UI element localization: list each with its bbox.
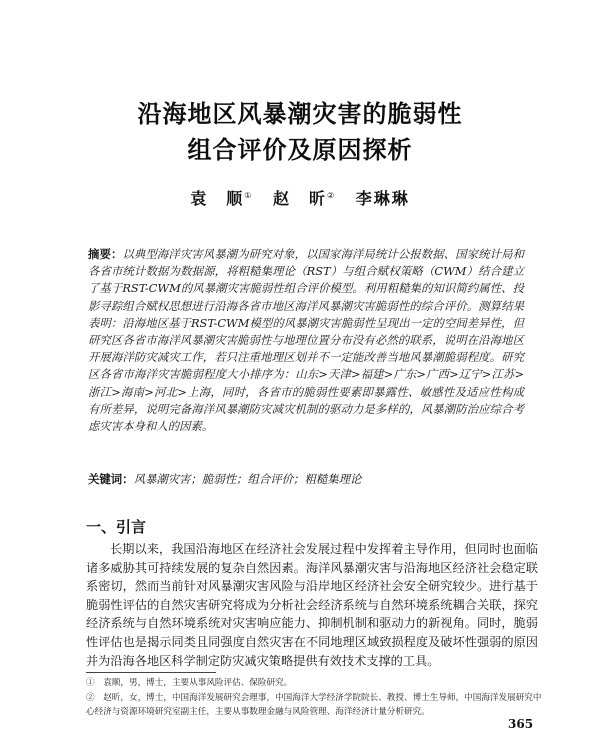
footnote-divider: [86, 672, 216, 673]
page-number: 365: [508, 717, 534, 731]
author-2-footnote-mark: ②: [327, 190, 335, 200]
abstract-label: 摘要：: [88, 247, 123, 261]
keywords-text: 风暴潮灾害；脆弱性；组合评价；粗糙集理论: [133, 472, 362, 486]
section-heading: 一、引言: [86, 518, 147, 536]
keywords-label: 关键词：: [88, 472, 134, 486]
author-list: [0, 186, 600, 209]
abstract-text: 以典型海洋灾害风暴潮为研究对象，以国家海洋局统计公报数据、国家统计局和各省市统计数据为数据源，将粗糙集理论（RST）与组合赋权策略（CWM）结合建立了基于RST-CWM的风暴潮灾害脆弱性组合评价模型。利用粗糙集的知识简约属性、投影寻踪组合赋权思想进行沿海各省市地区海洋风暴潮灾害脆弱性的综合评价。测算结果表明：沿海地区基于RST-CWM模型的风暴潮灾害脆弱性呈现出一定的空间差异性，但研究区各省市海洋风暴潮灾害脆弱性与地理位置分布没有必然的联系，说明在沿海地区开展海洋防灾减灾工作，若只注重地理区划并不一定能改善当地风暴潮脆弱程度。研究区各省市海洋灾害脆弱程度大小排序为：山东>天津>福建>广东>广西>辽宁>江苏>浙江>海南>河北>上海，同时，各省市的脆弱性要素即暴露性、敏感性及适应性构成有所差异，说明完备海洋风暴潮防灾减灾机制的驱动力是多样的，风暴潮防治应综合考虑灾害本身和人的因素。: [88, 247, 524, 434]
abstract: [88, 246, 524, 435]
body-paragraph: 长期以来，我国沿海地区在经济社会发展过程中发挥着主导作用，但同时也面临诸多威胁其可持续发展的复杂自然因素。海洋风暴潮灾害与沿海地区经济社会稳定联系密切，然而当前针对风暴潮灾害风险与沿岸地区经济社会安全研究较少。进行基于脆弱性评估的自然灾害研究将成为分析社会经济系统与自然环境系统耦合关联，探究经济系统与自然环境系统对灾害响应能力、抑制机制和驱动力的新视角。同时，脆弱性评估也是揭示同类且同强度自然灾害在不同地理区域致损程度及破坏性强弱的原因并为沿海各地区科学制定防灾减灾策略提供有效技术支撑的工具。: [86, 542, 538, 668]
keywords: [88, 471, 524, 488]
author-1-footnote-mark: ①: [244, 190, 252, 200]
title-line-2: 组合评价及原因探析: [187, 136, 413, 164]
author-1-name: 袁 顺: [190, 189, 245, 208]
footnote-1: ① 袁顺，男，博士，主要从事风险评估、保险研究。: [86, 678, 293, 688]
author-1: [190, 186, 265, 209]
footnotes: [86, 676, 542, 720]
title-line-1: 沿海地区风暴潮灾害的脆弱性: [137, 100, 463, 128]
author-3: [356, 186, 410, 209]
author-3-name: 李琳琳: [355, 189, 410, 208]
footnote-2: ② 赵昕，女，博士，中国海洋发展研究会理事，中国海洋大学经济学院院长、教授、博士生导师，中国海洋发展研究中心经济与资源环境研究室副主任，主要从事数理金融与风险管理、海洋经济计量分析研究。: [86, 692, 542, 717]
author-2: [273, 186, 348, 209]
author-2-name: 赵 昕: [272, 189, 327, 208]
